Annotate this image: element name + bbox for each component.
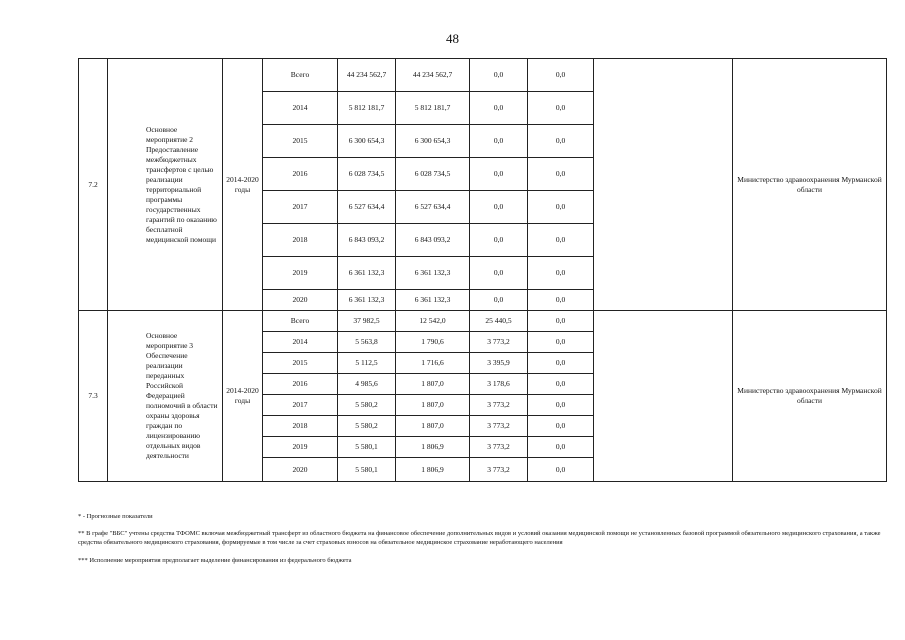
cell-c2: 44 234 562,7 (396, 59, 470, 92)
cell-year: 2019 (263, 257, 338, 290)
cell-c3: 0,0 (470, 290, 528, 311)
cell-total: 5 580,2 (338, 395, 396, 416)
cell-c2: 5 812 181,7 (396, 92, 470, 125)
cell-c2: 6 361 132,3 (396, 257, 470, 290)
cell-c2: 6 843 093,2 (396, 224, 470, 257)
cell-c3: 3 773,2 (470, 458, 528, 482)
budget-table (78, 58, 887, 482)
footnote-2: ** В графе "ВБС" учтены средства ТФОМС включая межбюджетный трансферт из областного бюджета на финансовое обеспечение дополнительных видов и условий оказания медицинской помощи не установленных базовой программой обязательного медицинского страхования, а также средства обязательного медицинского страхования, формируемые в том числе за счет страховых взносов на обязательное медицинское страхование неработающего населения (78, 530, 881, 546)
section-name: Основное мероприятие 2 Предоставление межбюджетных трансфертов с целью реализации территориальной программы государственных гарантий по оказанию бесплатной медицинской помощи (108, 59, 223, 311)
cell-year: 2017 (263, 191, 338, 224)
cell-total: 6 028 734,5 (338, 158, 396, 191)
cell-c3: 3 395,9 (470, 353, 528, 374)
table-row (79, 311, 887, 332)
cell-c4: 0,0 (528, 125, 594, 158)
empty-cell (594, 311, 733, 482)
cell-c4: 0,0 (528, 158, 594, 191)
cell-c2: 6 300 654,3 (396, 125, 470, 158)
cell-c3: 0,0 (470, 257, 528, 290)
cell-c3: 3 773,2 (470, 395, 528, 416)
cell-c2: 6 028 734,5 (396, 158, 470, 191)
footnotes (78, 512, 888, 565)
cell-c3: 0,0 (470, 125, 528, 158)
cell-c3: 3 773,2 (470, 332, 528, 353)
cell-c3: 3 773,2 (470, 437, 528, 458)
cell-c4: 0,0 (528, 92, 594, 125)
cell-c3: 0,0 (470, 158, 528, 191)
cell-total: 37 982,5 (338, 311, 396, 332)
cell-c2: 1 807,0 (396, 374, 470, 395)
cell-total: 5 563,8 (338, 332, 396, 353)
cell-total: 6 843 093,2 (338, 224, 396, 257)
table-row (79, 59, 887, 92)
cell-total: 44 234 562,7 (338, 59, 396, 92)
cell-total: 6 361 132,3 (338, 257, 396, 290)
cell-c4: 0,0 (528, 332, 594, 353)
cell-c2: 1 807,0 (396, 416, 470, 437)
cell-total: 4 985,6 (338, 374, 396, 395)
cell-total: 5 112,5 (338, 353, 396, 374)
footnote-3: *** Исполнение мероприятия предполагает выделение финансирования из федерального бюджета (78, 557, 352, 564)
empty-cell (594, 59, 733, 311)
cell-year: 2020 (263, 290, 338, 311)
cell-c4: 0,0 (528, 353, 594, 374)
cell-c3: 0,0 (470, 92, 528, 125)
cell-c4: 0,0 (528, 395, 594, 416)
cell-c4: 0,0 (528, 416, 594, 437)
cell-c2: 1 806,9 (396, 437, 470, 458)
cell-year: 2014 (263, 92, 338, 125)
page-number: 48 (446, 31, 459, 46)
cell-year: 2017 (263, 395, 338, 416)
cell-year: 2018 (263, 224, 338, 257)
cell-c4: 0,0 (528, 224, 594, 257)
cell-total: 5 580,1 (338, 437, 396, 458)
cell-total: 5 580,1 (338, 458, 396, 482)
cell-c2: 6 527 634,4 (396, 191, 470, 224)
section-number: 7.3 (79, 311, 108, 482)
cell-c3: 0,0 (470, 224, 528, 257)
cell-year: 2014 (263, 332, 338, 353)
cell-c2: 1 806,9 (396, 458, 470, 482)
section-period: 2014-2020 годы (223, 59, 263, 311)
cell-c2: 1 790,6 (396, 332, 470, 353)
cell-c2: 12 542,0 (396, 311, 470, 332)
cell-c4: 0,0 (528, 437, 594, 458)
cell-year: Всего (263, 59, 338, 92)
cell-c4: 0,0 (528, 458, 594, 482)
cell-year: 2016 (263, 374, 338, 395)
cell-c3: 3 178,6 (470, 374, 528, 395)
cell-c4: 0,0 (528, 257, 594, 290)
cell-year: 2019 (263, 437, 338, 458)
cell-year: 2015 (263, 125, 338, 158)
cell-c4: 0,0 (528, 290, 594, 311)
executor: Министерство здравоохранения Мурманской области (733, 59, 887, 311)
cell-c4: 0,0 (528, 191, 594, 224)
cell-total: 6 361 132,3 (338, 290, 396, 311)
footnote-1: * - Прогнозные показатели (78, 513, 153, 520)
cell-c3: 0,0 (470, 191, 528, 224)
cell-c4: 0,0 (528, 59, 594, 92)
cell-year: 2018 (263, 416, 338, 437)
cell-c2: 1 807,0 (396, 395, 470, 416)
executor: Министерство здравоохранения Мурманской области (733, 311, 887, 482)
cell-total: 5 580,2 (338, 416, 396, 437)
cell-c3: 25 440,5 (470, 311, 528, 332)
cell-year: 2020 (263, 458, 338, 482)
cell-c2: 6 361 132,3 (396, 290, 470, 311)
cell-total: 6 300 654,3 (338, 125, 396, 158)
section-number: 7.2 (79, 59, 108, 311)
cell-c4: 0,0 (528, 311, 594, 332)
section-period: 2014-2020 годы (223, 311, 263, 482)
cell-c2: 1 716,6 (396, 353, 470, 374)
cell-year: 2016 (263, 158, 338, 191)
cell-total: 6 527 634,4 (338, 191, 396, 224)
cell-year: Всего (263, 311, 338, 332)
cell-c4: 0,0 (528, 374, 594, 395)
cell-c3: 3 773,2 (470, 416, 528, 437)
cell-total: 5 812 181,7 (338, 92, 396, 125)
cell-c3: 0,0 (470, 59, 528, 92)
cell-year: 2015 (263, 353, 338, 374)
section-name: Основное мероприятие 3 Обеспечение реализации переданных Российской Федерацией полномочий в области охраны здоровья граждан по лицензированию отдельных видов деятельности (108, 311, 223, 482)
